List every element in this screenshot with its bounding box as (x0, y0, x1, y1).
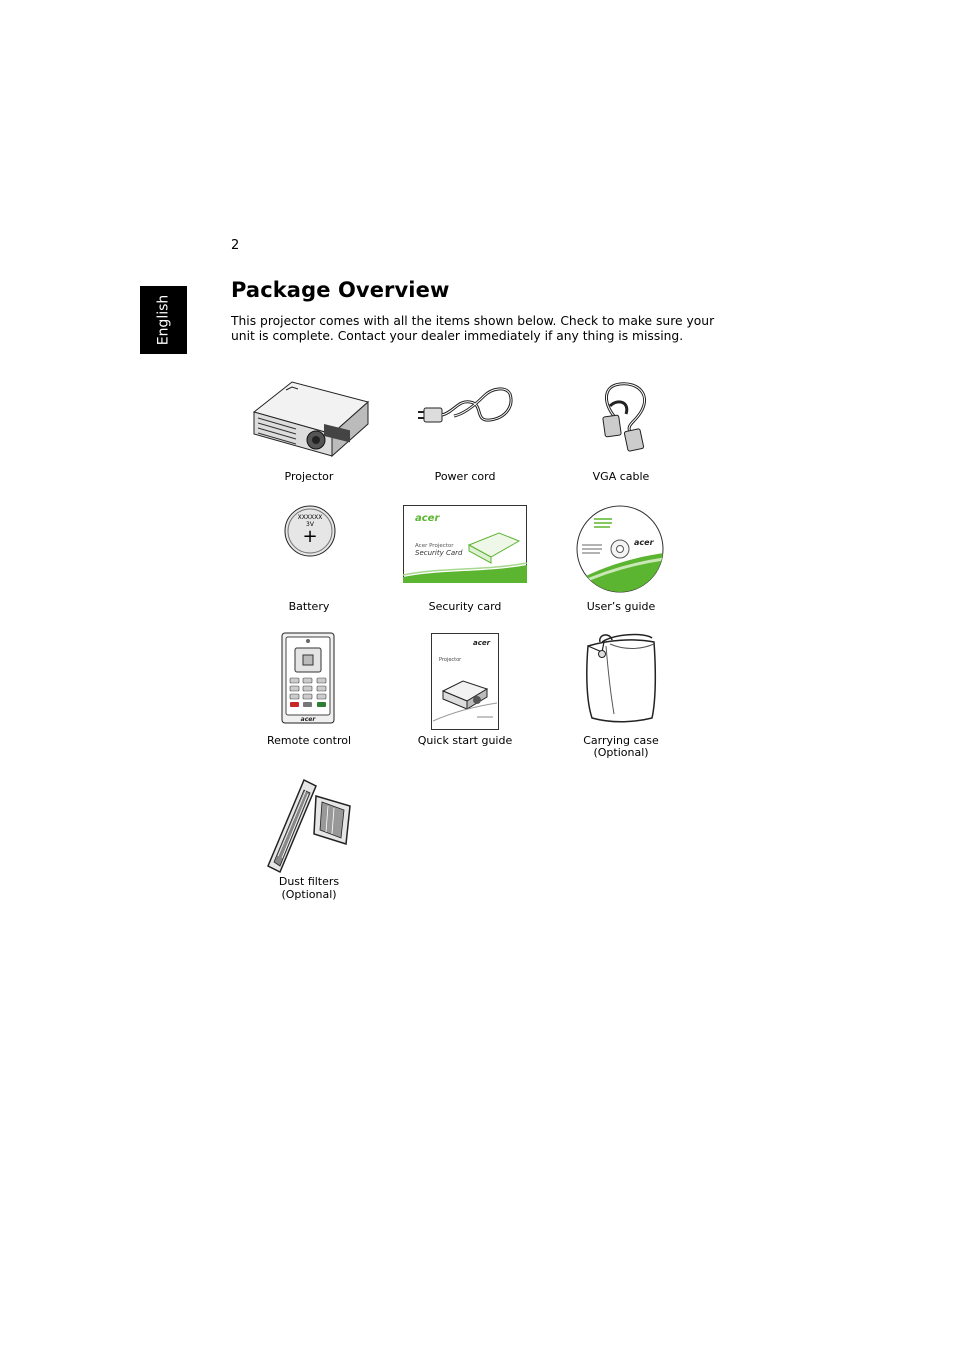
caption-vga-cable: VGA cable (592, 470, 650, 483)
caption-power-cord: Power cord (434, 470, 496, 483)
carrying-case-image (584, 630, 658, 724)
quick-start-guide-image (431, 633, 501, 731)
dust-filters-image (264, 778, 354, 874)
caption-quick-start-guide: Quick start guide (417, 734, 513, 747)
security-card-line2: Security Card (415, 549, 463, 557)
caption-projector: Projector (284, 470, 334, 483)
battery-label-voltage: 3V (306, 521, 314, 528)
vga-cable-image (590, 380, 658, 452)
caption-dust-filters-optional: (Optional) (281, 888, 337, 901)
battery-plus-sign: + (302, 526, 318, 547)
security-card-image (403, 505, 527, 583)
intro-paragraph: This projector comes with all the items shown below. Check to make sure your unit is complete. Contact your dealer immediately if any thing is missing. (231, 314, 715, 343)
security-card-line1: Acer Projector (415, 543, 454, 549)
power-cord-image (414, 382, 518, 434)
guide-brand: acer (473, 639, 491, 647)
caption-battery: Battery (288, 600, 330, 613)
page-title: Package Overview (231, 278, 450, 302)
caption-dust-filters: Dust filters (278, 875, 340, 888)
language-tab (140, 286, 187, 354)
page-number: 2 (231, 238, 240, 253)
caption-users-guide: User’s guide (586, 600, 656, 613)
remote-brand: acer (300, 716, 316, 723)
cd-image (576, 505, 664, 593)
caption-carrying-case: Carrying case (583, 734, 659, 747)
security-card-brand: acer (415, 513, 440, 524)
battery-label-top: XXXXXX (297, 514, 323, 521)
cd-brand: acer (634, 538, 654, 547)
remote-control-image (281, 632, 335, 724)
language-tab-label: English (155, 294, 172, 346)
guide-label: Projector (439, 657, 462, 663)
caption-security-card: Security card (428, 600, 502, 613)
caption-remote-control: Remote control (266, 734, 352, 747)
projector-image (252, 378, 370, 460)
battery-image (283, 504, 337, 558)
caption-carrying-case-optional: (Optional) (593, 746, 649, 759)
